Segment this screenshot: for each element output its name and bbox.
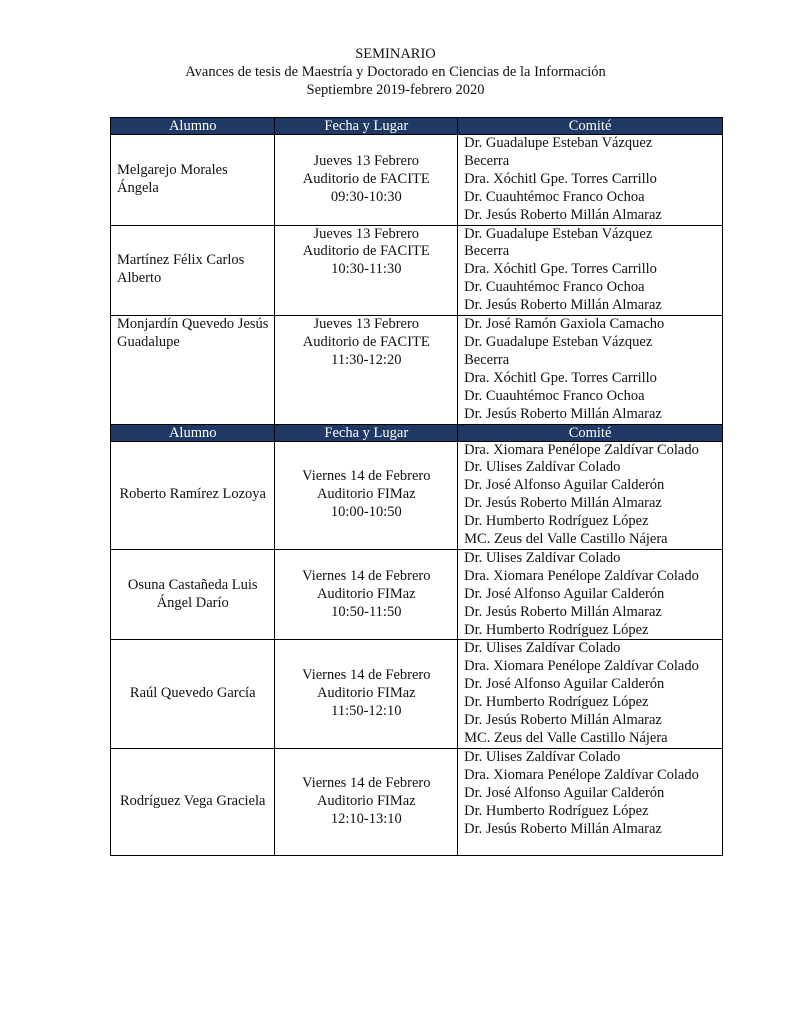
committee-member: Dra. Xiomara Penélope Zaldívar Colado: [464, 766, 699, 783]
committee-member: Dr. Jesús Roberto Millán Almaraz: [464, 405, 662, 422]
table-row: [111, 135, 723, 226]
schedule-table: [110, 117, 723, 856]
committee-member: Dra. Xiomara Penélope Zaldívar Colado: [464, 567, 699, 584]
date-place: [275, 316, 458, 424]
venue: Auditorio FIMaz: [316, 685, 416, 702]
committee-member: Becerra: [464, 351, 510, 368]
column-header-fecha: Fecha y Lugar: [275, 118, 458, 135]
committee: [458, 135, 723, 226]
student-name: Osuna Castañeda Luis Ángel Darío: [111, 549, 275, 640]
date: Viernes 14 de Febrero: [302, 468, 431, 485]
committee-member: Dr. Ulises Zaldívar Colado: [464, 459, 621, 476]
committee-member: Dr. Jesús Roberto Millán Almaraz: [464, 297, 662, 314]
committee-member: Dr. Humberto Rodríguez López: [464, 621, 649, 638]
time: 10:50-11:50: [331, 603, 402, 620]
column-header-fecha: Fecha y Lugar: [275, 424, 458, 441]
time: 10:30-11:30: [331, 261, 402, 278]
committee-member: Dr. Jesús Roberto Millán Almaraz: [464, 712, 662, 729]
committee-member: Dra. Xóchitl Gpe. Torres Carrillo: [464, 170, 657, 187]
date: Viernes 14 de Febrero: [302, 567, 431, 584]
table-row: [111, 316, 723, 424]
committee-member: Dr. Ulises Zaldívar Colado: [464, 549, 621, 566]
venue: Auditorio FIMaz: [316, 486, 416, 503]
committee-member: Dr. Jesús Roberto Millán Almaraz: [464, 206, 662, 223]
committee-member: Dr. Guadalupe Esteban Vázquez: [464, 333, 653, 350]
table-row: [111, 748, 723, 855]
table-row: [111, 225, 723, 316]
student-name: Roberto Ramírez Lozoya: [111, 441, 275, 549]
committee-member: Dra. Xiomara Penélope Zaldívar Colado: [464, 658, 699, 675]
committee: [458, 640, 723, 748]
committee-member: Dr. Cuauhtémoc Franco Ochoa: [464, 279, 645, 296]
column-header-alumno: Alumno: [111, 118, 275, 135]
student-name: Martínez Félix Carlos Alberto: [111, 225, 275, 316]
committee-member: Becerra: [464, 243, 510, 260]
time: 09:30-10:30: [330, 188, 402, 205]
column-header-alumno: Alumno: [111, 424, 275, 441]
table-row: [111, 640, 723, 748]
table-header-row: [111, 424, 723, 441]
date: Viernes 14 de Febrero: [302, 667, 431, 684]
time: 11:50-12:10: [331, 703, 402, 720]
committee: [458, 441, 723, 549]
committee-member: Dra. Xóchitl Gpe. Torres Carrillo: [464, 369, 657, 386]
committee-member: Dr. Humberto Rodríguez López: [464, 513, 649, 530]
table-header-row: [111, 118, 723, 135]
document-title: SEMINARIO: [355, 46, 436, 62]
column-header-comite: Comité: [458, 118, 723, 135]
committee-member: Dr. Cuauhtémoc Franco Ochoa: [464, 188, 645, 205]
committee-member: Dr. José Alfonso Aguilar Calderón: [464, 585, 665, 602]
column-header-comite: Comité: [458, 424, 723, 441]
date: Jueves 13 Febrero: [313, 316, 420, 333]
document-header: [0, 45, 791, 99]
committee: [458, 549, 723, 640]
date-place: [275, 225, 458, 316]
date-place: [275, 640, 458, 748]
date-place: [275, 135, 458, 226]
committee: [458, 316, 723, 424]
student-name: Melgarejo Morales Ángela: [111, 135, 275, 226]
date-place: [275, 549, 458, 640]
committee-member: Dr. José Alfonso Aguilar Calderón: [464, 676, 665, 693]
committee-member: Dra. Xiomara Penélope Zaldívar Colado: [464, 441, 699, 458]
committee-member: Dr. José Alfonso Aguilar Calderón: [464, 477, 665, 494]
student-name: Raúl Quevedo García: [111, 640, 275, 748]
time: 12:10-13:10: [330, 810, 402, 827]
committee-member: MC. Zeus del Valle Castillo Nájera: [464, 531, 668, 548]
committee-member: Dr. Humberto Rodríguez López: [464, 694, 649, 711]
time: 10:00-10:50: [330, 504, 402, 521]
venue: Auditorio de FACITE: [302, 243, 430, 260]
committee-member: Dra. Xóchitl Gpe. Torres Carrillo: [464, 261, 657, 278]
date: Viernes 14 de Febrero: [302, 775, 431, 792]
student-name: Rodríguez Vega Graciela: [111, 748, 275, 855]
document-subtitle: Avances de tesis de Maestría y Doctorado en Ciencias de la Información: [185, 64, 606, 80]
time: 11:30-12:20: [331, 351, 402, 368]
venue: Auditorio FIMaz: [316, 792, 416, 809]
committee-member: Dr. Ulises Zaldívar Colado: [464, 640, 621, 657]
committee-member: Dr. Guadalupe Esteban Vázquez: [464, 225, 653, 242]
committee-member: Dr. Ulises Zaldívar Colado: [464, 748, 621, 765]
date: Jueves 13 Febrero: [313, 152, 420, 169]
committee-member: Dr. José Ramón Gaxiola Camacho: [464, 316, 665, 333]
committee-member: Dr. Jesús Roberto Millán Almaraz: [464, 820, 662, 837]
date-place: [275, 748, 458, 855]
document-period: Septiembre 2019-febrero 2020: [306, 82, 485, 98]
committee-member: Becerra: [464, 152, 510, 169]
committee-member: MC. Zeus del Valle Castillo Nájera: [464, 730, 668, 746]
committee-member: Dr. Jesús Roberto Millán Almaraz: [464, 495, 662, 512]
committee: [458, 225, 723, 316]
venue: Auditorio FIMaz: [316, 585, 416, 602]
table-row: [111, 549, 723, 640]
date-place: [275, 441, 458, 549]
venue: Auditorio de FACITE: [302, 333, 430, 350]
committee-member: Dr. Humberto Rodríguez López: [464, 802, 649, 819]
committee-member: Dr. José Alfonso Aguilar Calderón: [464, 784, 665, 801]
date: Jueves 13 Febrero: [313, 225, 420, 242]
committee-member: Dr. Guadalupe Esteban Vázquez: [464, 135, 653, 151]
committee-member: Dr. Jesús Roberto Millán Almaraz: [464, 603, 662, 620]
table-row: [111, 441, 723, 549]
student-name: Monjardín Quevedo Jesús Guadalupe: [111, 316, 275, 424]
committee: [458, 748, 723, 855]
venue: Auditorio de FACITE: [302, 170, 430, 187]
committee-member: Dr. Cuauhtémoc Franco Ochoa: [464, 387, 645, 404]
